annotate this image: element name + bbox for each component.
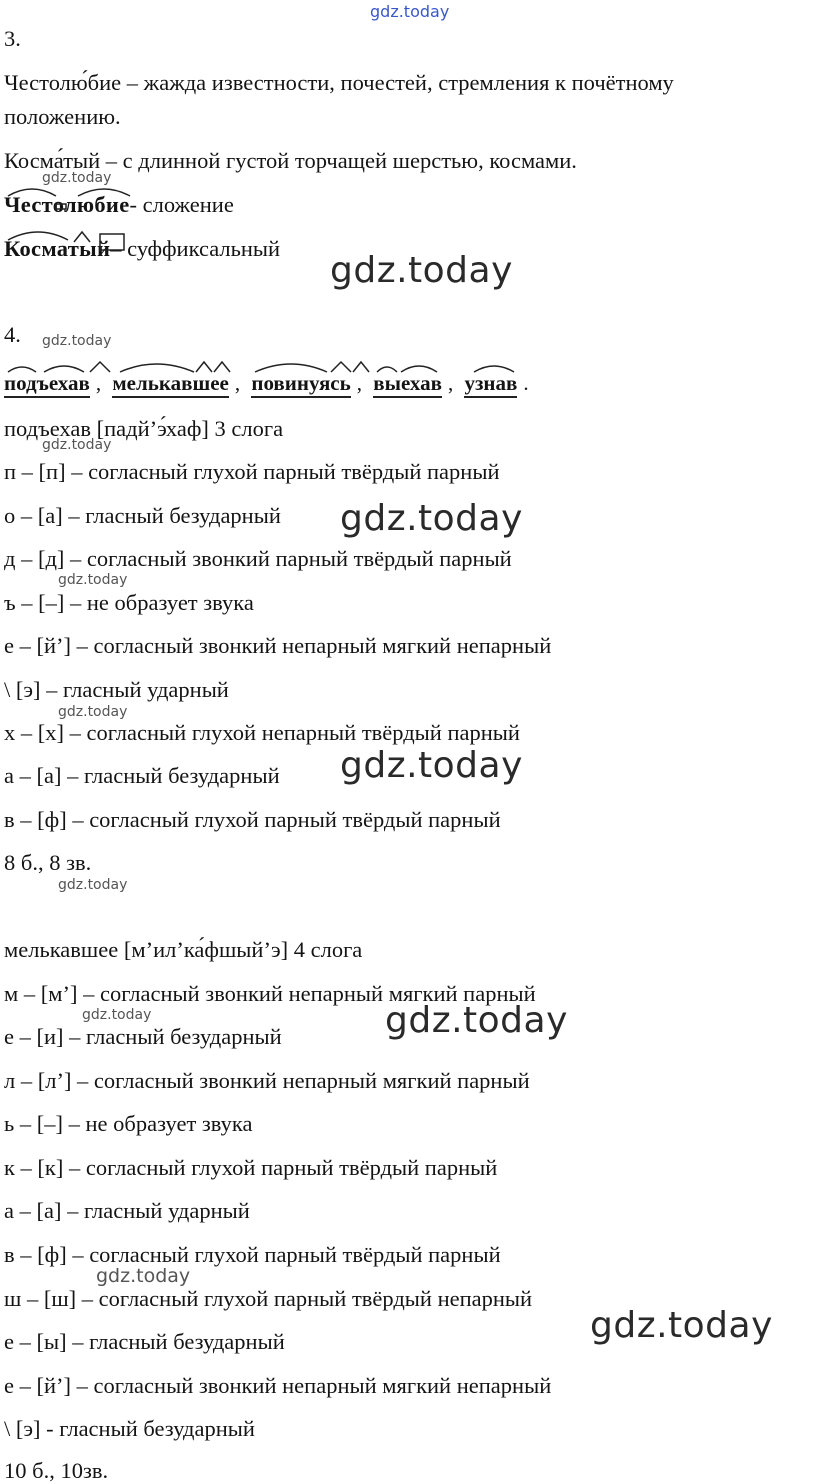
period: . <box>523 371 529 395</box>
word2-sound-6: а – [а] – гласный ударный <box>4 1198 250 1223</box>
word2-sound-9: е – [ы] – гласный безударный <box>4 1329 285 1354</box>
root-arc-mark <box>4 184 144 198</box>
watermark-small: gdz.today <box>42 333 112 349</box>
word2-sound-11: \ [э] - гласный безударный <box>4 1416 255 1441</box>
word1-sound-5: е – [й’] – согласный звонкий непарный мягкий непарный <box>4 633 552 658</box>
parse-word-text: Косматый <box>4 236 111 261</box>
parse-result: – суффиксальный <box>110 236 281 261</box>
word1-sound-7: х – [х] – согласный глухой непарный твёрдый парный <box>4 720 520 745</box>
morpheme-word-3 <box>251 370 350 396</box>
morpheme-word-text: выехав <box>373 371 442 395</box>
word1-sound-2: о – [а] – гласный безударный <box>4 503 281 528</box>
word2-sound-1: м – [м’] – согласный звонкий непарный мягкий парный <box>4 981 536 1006</box>
watermark-big: gdz.today <box>385 1000 568 1041</box>
word1-total: 8 б., 8 зв. <box>4 850 92 875</box>
word1-sound-4: ъ – [–] – не образует звука <box>4 590 254 615</box>
watermark-small: gdz.today <box>42 170 112 186</box>
task4-number: 4. <box>4 322 21 347</box>
parse-word-chestolyubie <box>4 192 130 218</box>
watermark-big: gdz.today <box>330 250 513 291</box>
task3-definition-1-line-1: Честолю́бие – жажда известности, почестей, стремления к почётному <box>4 70 674 95</box>
word1-sound-9: в – [ф] – согласный глухой парный твёрдый парный <box>4 807 501 832</box>
morpheme-mark <box>373 360 463 374</box>
word2-sound-10: е – [й’] – согласный звонкий непарный мягкий непарный <box>4 1373 552 1398</box>
word2-sound-4: ь – [–] – не образует звука <box>4 1111 253 1136</box>
parse-word-text: Честолюбие <box>4 192 130 217</box>
watermark-small: gdz.today <box>58 704 128 720</box>
parse-word-kosmatyi <box>4 236 110 262</box>
task3-definition-1-line-2: положению. <box>4 104 121 129</box>
watermark-big: gdz.today <box>340 745 523 786</box>
word2-sound-3: л – [л’] – согласный звонкий непарный мягкий парный <box>4 1068 530 1093</box>
watermark-small: gdz.today <box>58 877 128 893</box>
morpheme-mark <box>251 360 381 374</box>
morpheme-mark <box>4 360 114 374</box>
word-formation-parse-1 <box>4 192 234 218</box>
parse-result: - сложение <box>129 192 234 217</box>
morpheme-word-text: мелькавшее <box>112 371 229 395</box>
watermark-small: gdz.today <box>42 437 112 453</box>
comma: , <box>356 371 362 395</box>
morpheme-word-text: узнав <box>464 371 518 395</box>
word1-header: подъехав [падй’э́хаф] 3 слога <box>4 416 284 441</box>
root-arc-mark <box>4 228 134 242</box>
morpheme-word-1 <box>4 370 90 396</box>
watermark-small: gdz.today <box>58 572 128 588</box>
morpheme-word-4 <box>373 370 442 396</box>
word2-sound-5: к – [к] – согласный глухой парный твёрдый парный <box>4 1155 498 1180</box>
morpheme-mark <box>464 360 534 374</box>
task3-number: 3. <box>4 26 21 51</box>
comma: , <box>95 371 102 395</box>
word1-sound-1: п – [п] – согласный глухой парный твёрдый парный <box>4 459 500 484</box>
morpheme-mark <box>112 360 252 374</box>
word-formation-parse-2 <box>4 236 280 262</box>
watermark-big: gdz.today <box>590 1305 773 1346</box>
morpheme-word-text: подъехав <box>4 371 90 395</box>
watermark-small: gdz.today <box>96 1265 191 1287</box>
comma: , <box>234 371 241 395</box>
watermark-top: gdz.today <box>370 2 450 21</box>
morpheme-words-row <box>4 370 535 396</box>
word2-sound-2: е – [и] – гласный безударный <box>4 1024 282 1049</box>
word1-sound-6: \ [э] – гласный ударный <box>4 677 229 702</box>
morpheme-word-2 <box>112 370 229 396</box>
word2-header: мелькавшее [м’ил’ка́фшый’э] 4 слога <box>4 937 363 962</box>
word2-total: 10 б., 10зв. <box>4 1458 109 1483</box>
word1-sound-8: а – [а] – гласный безударный <box>4 763 280 788</box>
morpheme-word-5 <box>464 370 517 396</box>
word2-sound-7: в – [ф] – согласный глухой парный твёрдый парный <box>4 1242 501 1267</box>
word2-sound-8: ш – [ш] – согласный глухой парный твёрдый непарный <box>4 1286 533 1311</box>
word1-sound-3: д – [д] – согласный звонкий парный твёрдый парный <box>4 546 512 571</box>
morpheme-word-text: повинуясь <box>251 371 351 395</box>
task3-definition-2: Косма́тый – с длинной густой торчащей шерстью, космами. <box>4 148 577 173</box>
comma: , <box>447 371 454 395</box>
watermark-big: gdz.today <box>340 498 523 539</box>
watermark-small: gdz.today <box>82 1007 152 1023</box>
